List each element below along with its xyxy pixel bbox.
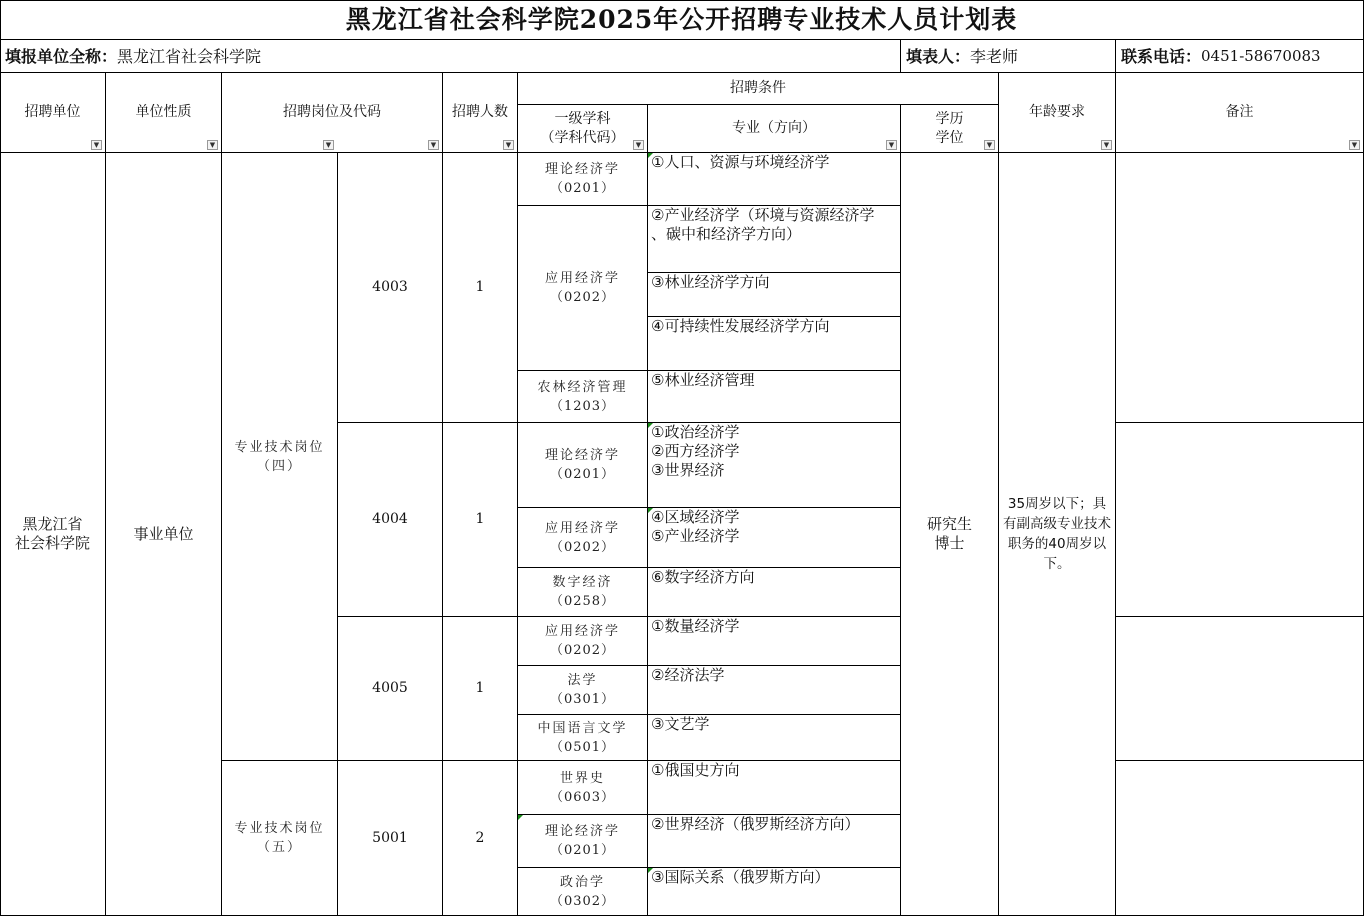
- major-cell: [648, 508, 901, 568]
- filter-dropdown-icon[interactable]: ▼: [984, 140, 995, 150]
- post-cell-4: [222, 153, 338, 761]
- major-cell: [648, 371, 901, 423]
- subject-cell: [518, 868, 648, 916]
- filling-unit-value: 黑龙江省社会科学院: [117, 46, 262, 66]
- unit-cell: [0, 153, 106, 916]
- degree-line2: 博士: [934, 534, 965, 552]
- subject-code: （1203）: [549, 398, 616, 414]
- filler-cell: [901, 40, 1116, 73]
- subject-name: 理论经济学: [544, 162, 620, 177]
- subject-code: （0202）: [549, 539, 616, 555]
- major-cell: [648, 666, 901, 715]
- subject-cell: [518, 666, 648, 715]
- subject-name: 农林经济管理: [537, 379, 628, 395]
- major-cell: [648, 761, 901, 815]
- header-discipline-line1: 一级学科: [554, 110, 611, 127]
- filling-unit-label: 填报单位全称：: [5, 46, 118, 66]
- post-level: （四）: [256, 458, 302, 474]
- position-code: 4004: [338, 423, 443, 617]
- filter-dropdown-icon[interactable]: ▼: [323, 140, 334, 150]
- subject-code: （0201）: [549, 843, 616, 858]
- post-cell-5: [222, 761, 338, 916]
- subject-cell: [518, 715, 648, 761]
- comment-marker-icon[interactable]: [648, 153, 653, 158]
- major-line: ④可持续性发展经济学方向: [651, 317, 830, 335]
- subject-name: 法学: [567, 673, 598, 688]
- filter-dropdown-icon[interactable]: ▼: [1349, 140, 1360, 150]
- header-remarks: 备注: [1116, 73, 1364, 153]
- header-conditions: 招聘条件: [518, 73, 999, 105]
- filter-dropdown-icon[interactable]: ▼: [207, 140, 218, 150]
- header-unit: 招聘单位: [0, 73, 106, 153]
- subject-cell: [518, 206, 648, 371]
- major-cell: [648, 815, 901, 868]
- major-cell: [648, 206, 901, 273]
- header-discipline: [518, 105, 648, 153]
- subject-code: （0301）: [549, 692, 616, 707]
- major-cell: [648, 715, 901, 761]
- major-line: ⑤林业经济管理: [651, 371, 755, 389]
- subject-cell: [518, 508, 648, 568]
- major-line: ②世界经济（俄罗斯经济方向）: [651, 815, 860, 833]
- post-name: 专业技术岗位: [234, 821, 325, 836]
- subject-name: 应用经济学: [544, 624, 620, 639]
- filler-value: 李老师: [970, 46, 1019, 66]
- unit-line1: 黑龙江省: [22, 515, 83, 533]
- subject-code: （0201）: [549, 181, 616, 196]
- comment-marker-icon[interactable]: [648, 508, 653, 513]
- subject-cell: [518, 371, 648, 423]
- filler-label: 填表人：: [906, 46, 971, 66]
- major-line: ②产业经济学（环境与资源经济学: [651, 206, 875, 224]
- position-count: 2: [443, 761, 518, 916]
- post-name: 专业技术岗位: [234, 439, 325, 455]
- header-age: 年龄要求: [999, 73, 1116, 153]
- comment-marker-icon[interactable]: [648, 868, 653, 873]
- header-post-label: 招聘岗位及代码: [283, 104, 381, 120]
- position-count: 1: [443, 617, 518, 761]
- major-line: ②经济法学: [651, 666, 725, 684]
- major-line: ①数量经济学: [651, 617, 740, 635]
- subject-cell: [518, 423, 648, 508]
- major-line: ①政治经济学: [651, 423, 740, 441]
- header-discipline-line2: （学科代码）: [540, 129, 625, 146]
- degree-cell: [901, 153, 999, 916]
- filter-dropdown-icon[interactable]: ▼: [428, 140, 439, 150]
- subject-cell: [518, 617, 648, 666]
- major-cell: [648, 273, 901, 317]
- subject-code: （0302）: [549, 893, 616, 909]
- subject-code: （0201）: [549, 467, 616, 482]
- subject-cell: [518, 568, 648, 617]
- major-cell: [648, 868, 901, 916]
- header-nature: 单位性质: [106, 73, 222, 153]
- degree-line1: 研究生: [926, 515, 972, 533]
- major-line: 、碳中和经济学方向）: [651, 225, 802, 243]
- remarks-cell: [1116, 423, 1364, 617]
- major-cell: [648, 153, 901, 206]
- major-line: ④区域经济学: [651, 508, 740, 526]
- major-cell: [648, 617, 901, 666]
- subject-name: 政治学: [559, 874, 605, 890]
- remarks-cell: [1116, 153, 1364, 423]
- contact-phone-label: 联系电话：: [1121, 46, 1202, 66]
- age-requirement: 35周岁以下；具有副高级专业技术职务的40周岁以下。: [1003, 496, 1111, 572]
- position-code: 4005: [338, 617, 443, 761]
- major-line: ③文艺学: [651, 715, 710, 733]
- subject-name: 理论经济学: [544, 448, 620, 463]
- comment-marker-icon[interactable]: [648, 423, 653, 428]
- nature-cell: 事业单位: [106, 153, 222, 916]
- major-line: ③世界经济: [651, 461, 725, 479]
- age-cell: [999, 153, 1116, 916]
- major-line: ②西方经济学: [651, 442, 740, 460]
- subject-code: （0202）: [549, 290, 616, 305]
- filter-dropdown-icon[interactable]: ▼: [633, 140, 644, 150]
- subject-cell: [518, 761, 648, 815]
- subject-name: 数字经济: [552, 575, 613, 590]
- filter-dropdown-icon[interactable]: ▼: [503, 140, 514, 150]
- position-count: 1: [443, 423, 518, 617]
- subject-code: （0258）: [549, 594, 616, 609]
- comment-marker-icon[interactable]: [518, 815, 523, 820]
- subject-name: 理论经济学: [544, 824, 620, 839]
- filter-dropdown-icon[interactable]: ▼: [886, 140, 897, 150]
- filter-dropdown-icon[interactable]: ▼: [1101, 140, 1112, 150]
- major-line: ①人口、资源与环境经济学: [651, 153, 830, 171]
- subject-name: 世界史: [559, 770, 605, 786]
- position-code: 5001: [338, 761, 443, 916]
- sheet-title: 黑龙江省社会科学院2025年公开招聘专业技术人员计划表: [0, 0, 1364, 40]
- contact-phone-value: 0451-58670083: [1201, 46, 1321, 65]
- remarks-cell: [1116, 761, 1364, 916]
- subject-name: 中国语言文学: [537, 720, 628, 736]
- header-count: 招聘人数: [443, 73, 518, 153]
- contact-phone-cell: [1116, 40, 1364, 73]
- major-cell: [648, 568, 901, 617]
- subject-code: （0501）: [549, 739, 616, 755]
- header-degree-line1: 学历: [935, 110, 964, 127]
- filling-unit-cell: [0, 40, 901, 73]
- filter-dropdown-icon[interactable]: ▼: [91, 140, 102, 150]
- major-line: ③林业经济学方向: [651, 273, 770, 291]
- subject-cell: [518, 153, 648, 206]
- subject-name: 应用经济学: [544, 520, 620, 536]
- major-line: ①俄国史方向: [651, 761, 740, 779]
- major-cell: [648, 423, 901, 508]
- subject-cell: [518, 815, 648, 868]
- position-code: 4003: [338, 153, 443, 423]
- major-cell: [648, 317, 901, 371]
- major-line: ③国际关系（俄罗斯方向）: [651, 868, 830, 886]
- subject-code: （0202）: [549, 643, 616, 658]
- remarks-cell: [1116, 617, 1364, 761]
- subject-name: 应用经济学: [544, 271, 620, 286]
- post-level: （五）: [256, 840, 302, 855]
- major-line: ⑥数字经济方向: [651, 568, 755, 586]
- unit-line2: 社会科学院: [14, 534, 90, 552]
- header-degree-line2: 学位: [935, 129, 964, 146]
- subject-code: （0603）: [549, 789, 616, 805]
- header-major: 专业（方向）: [648, 105, 901, 153]
- position-count: 1: [443, 153, 518, 423]
- major-line: ⑤产业经济学: [651, 527, 740, 545]
